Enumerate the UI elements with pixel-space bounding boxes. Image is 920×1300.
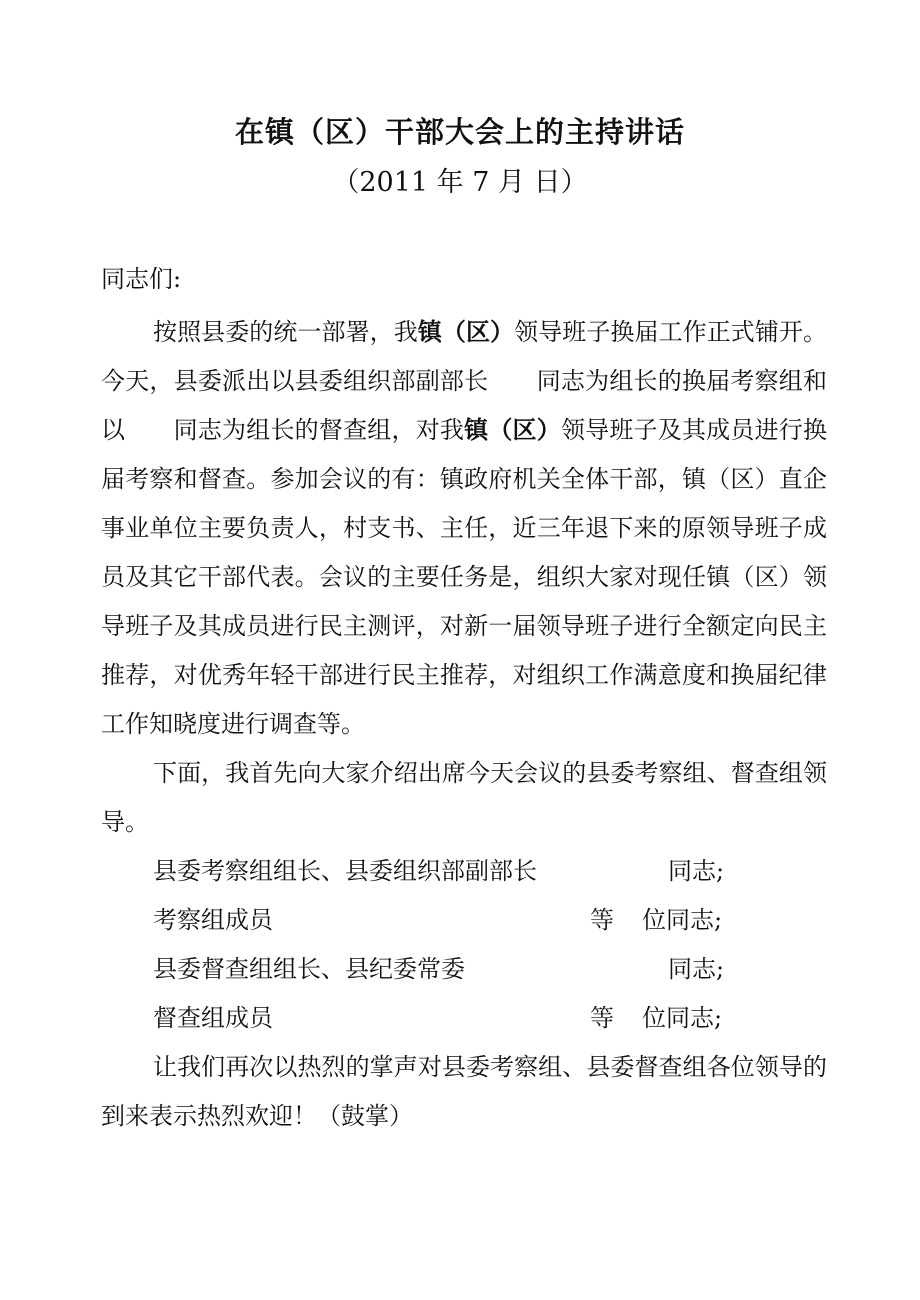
list-item: [101, 896, 827, 945]
list-item-deng: 等: [590, 1004, 614, 1032]
list-item: [101, 847, 827, 896]
paragraph-welcome: 让我们再次以热烈的掌声对县委考察组、县委督查组各位领导的到来表示热烈欢迎！（鼓掌）: [101, 1053, 827, 1130]
town-label: 镇（区）: [464, 416, 561, 444]
paragraph-text: 按照县委的统一部署，我: [153, 318, 418, 346]
document-date: （2011 年 7 月 日）: [332, 167, 588, 198]
list-item-tail: 同志;: [668, 955, 725, 983]
list-item-tail: 位同志;: [642, 906, 723, 934]
paragraph-text: 领导班子换届工作正式铺开。今天，县委派出以县委组织部副部长 同志为组长的换届考察组和以 同志为组长的督查组，对我: [101, 318, 828, 444]
list-item: [101, 945, 827, 994]
paragraph-deployment: [101, 308, 827, 749]
greeting: 同志们:: [101, 265, 182, 293]
document-body: [101, 255, 827, 1141]
paragraph-text: 领导班子及其成员进行换届考察和督查。参加会议的有：镇政府机关全体干部，镇（区）直企事业单位主要负责人，村支书、主任，近三年退下来的原领导班子成员及其它干部代表。会议的主要任务是，组织大家对现任镇（区）领导班子及其成员进行民主测评，对新一届领导班子进行全额定向民主推荐，对优秀年轻干部进行民主推荐，对组织工作满意度和换届纪律工作知晓度进行调查等。: [101, 416, 828, 738]
town-label: 镇（区）: [417, 318, 515, 346]
paragraph-introduction: 下面，我首先向大家介绍出席今天会议的县委考察组、督查组领导。: [101, 759, 827, 836]
document-title: 在镇（区）干部大会上的主持讲话: [234, 115, 685, 149]
list-item-name: 县委督查组组长、县纪委常委: [153, 955, 465, 983]
list-item-name: 考察组成员: [153, 906, 273, 934]
list-item-tail: 同志;: [668, 857, 725, 885]
list-item-name: 督查组成员: [153, 1004, 273, 1032]
list-item-name: 县委考察组组长、县委组织部副部长: [153, 857, 537, 885]
list-item: [101, 994, 827, 1043]
list-item-deng: 等: [590, 906, 614, 934]
list-item-tail: 位同志;: [642, 1004, 723, 1032]
